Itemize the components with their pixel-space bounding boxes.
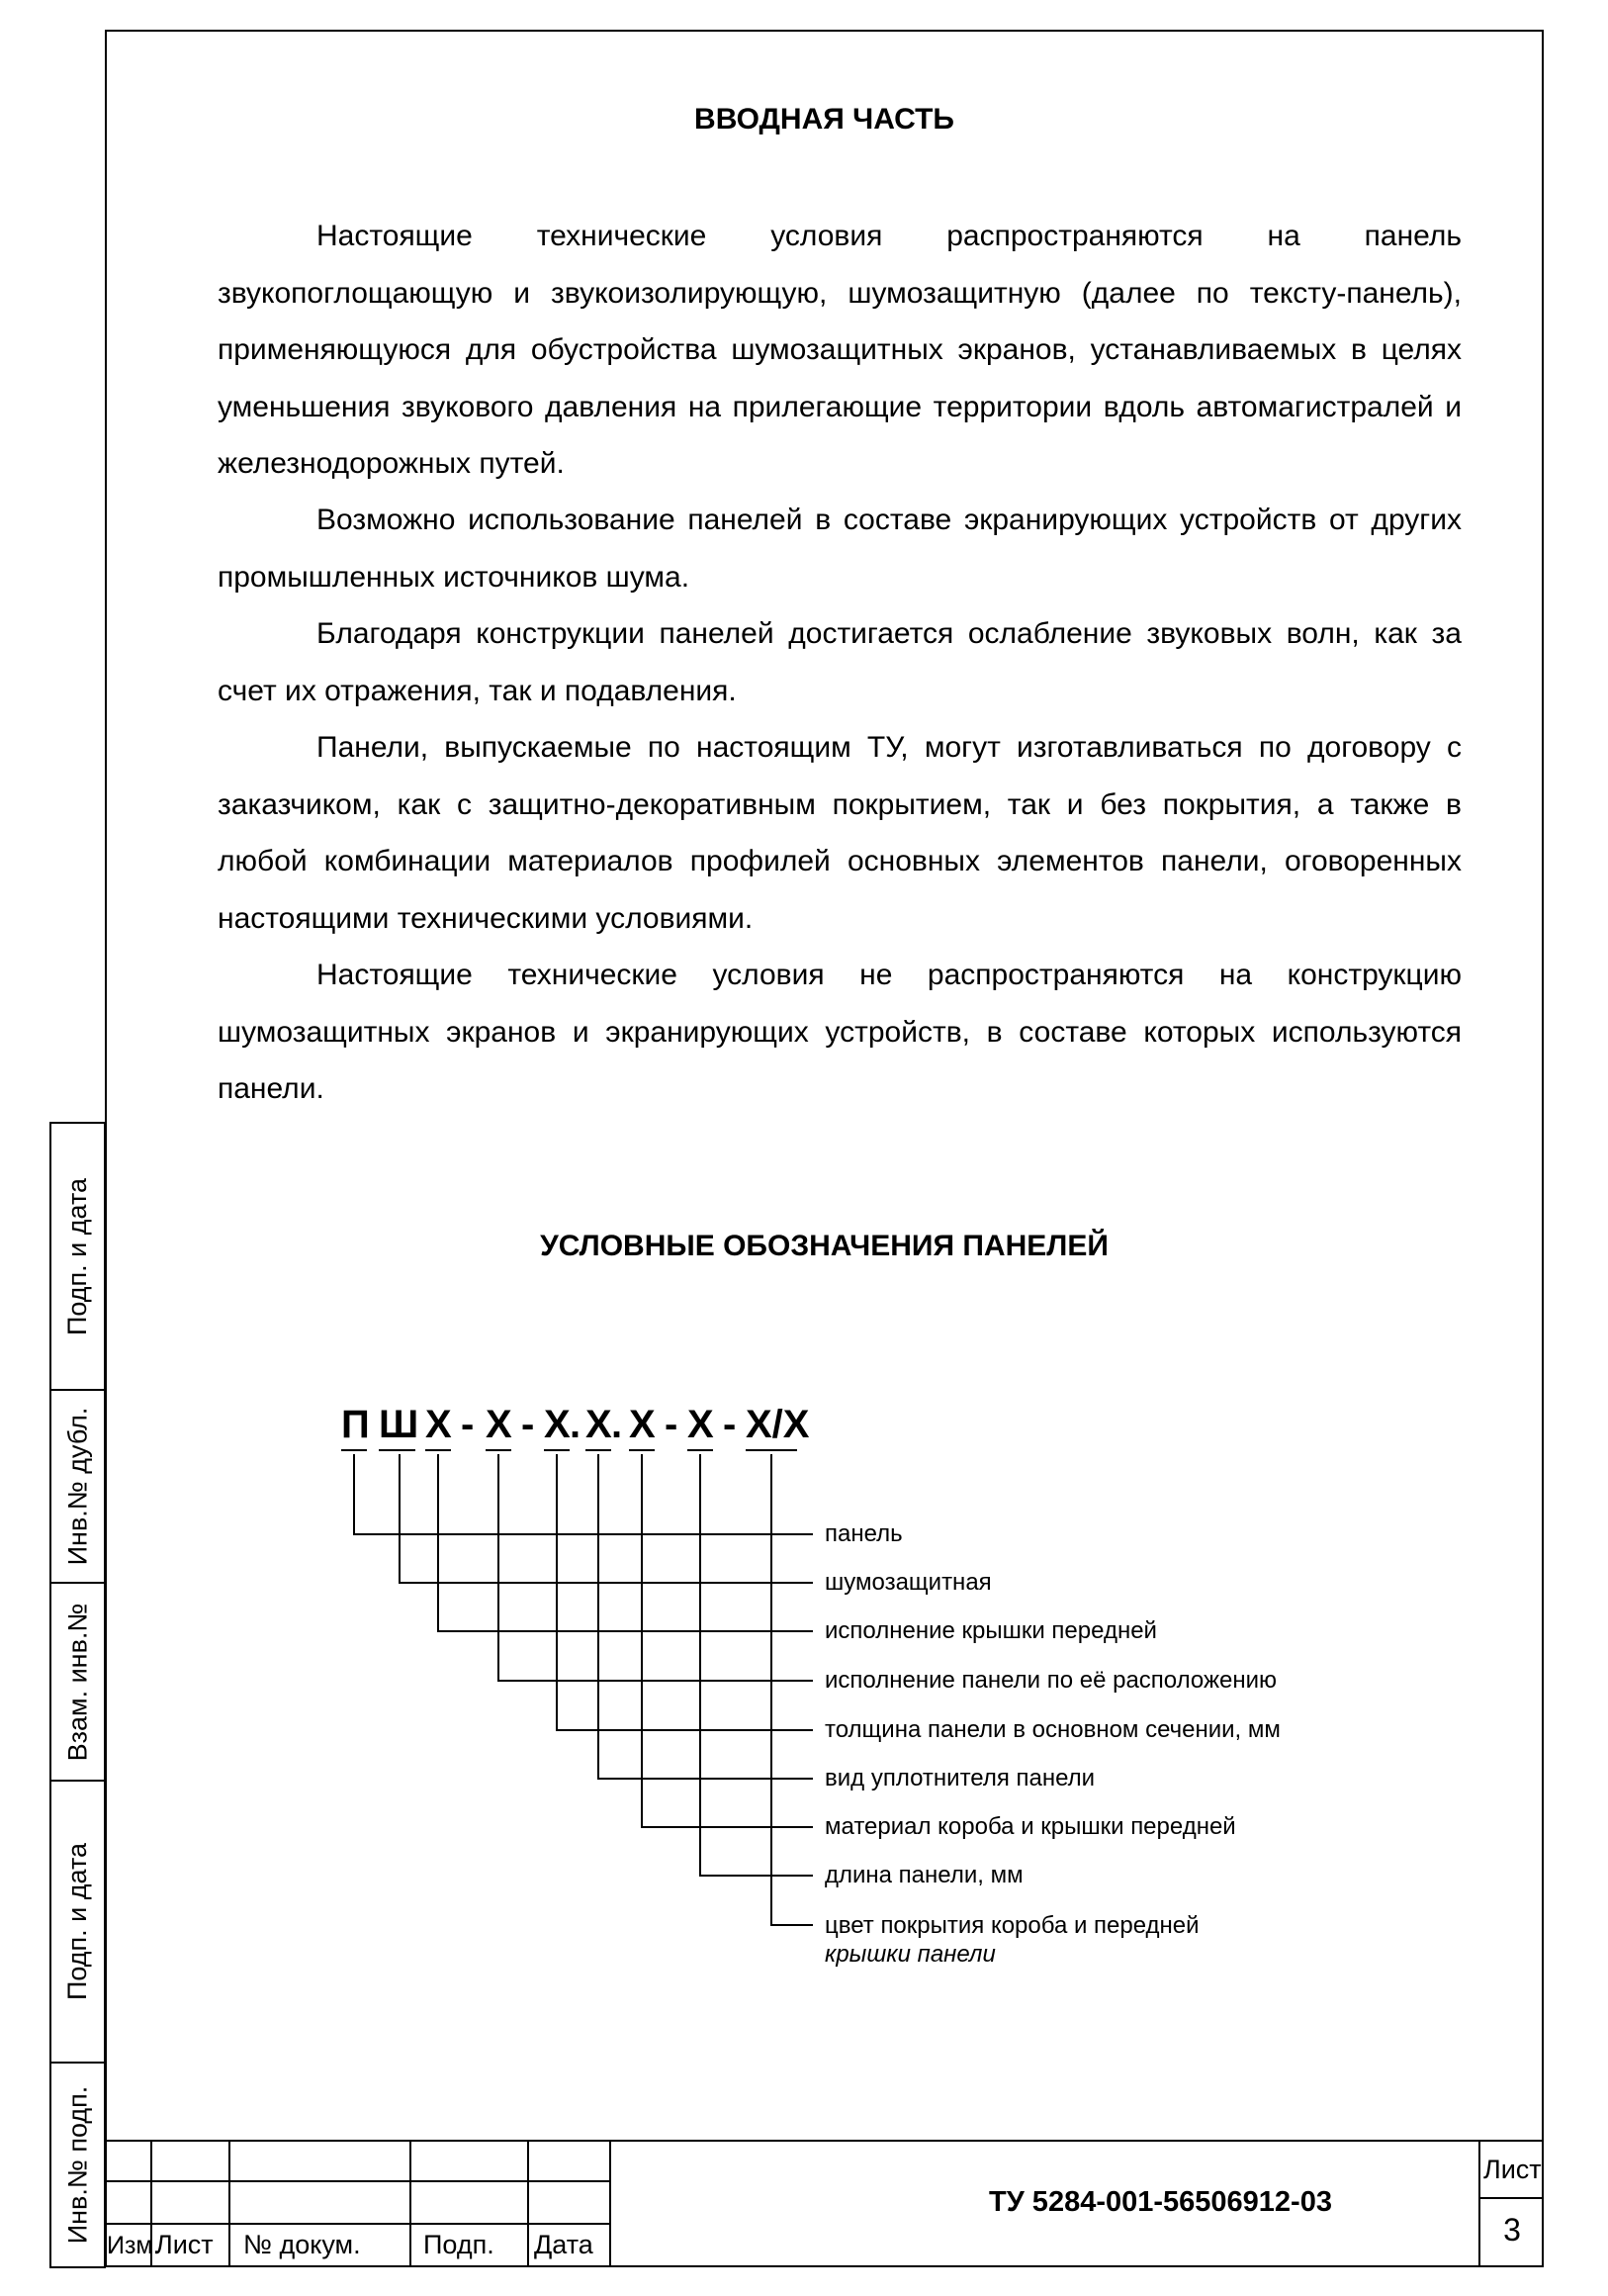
code-dash-2: - bbox=[521, 1403, 535, 1446]
sidebar-dup-inv: Инв.№ дубл. bbox=[62, 1407, 93, 1566]
code-char-xx: Х/Х bbox=[746, 1403, 810, 1446]
paragraph-4: Панели, выпускаемые по настоящим ТУ, могут изготавливаться по договору с заказчиком, как с защитно-декоративным покрытием, так и без покрытия, а также в любой комбинации материалов профилей основных элементов панели, оговоренных настоящими техническими условиями. bbox=[218, 731, 1462, 935]
sidebar-sign-date-2: Подп. и дата bbox=[62, 1842, 93, 2001]
sidebar-sign-date-1: Подп. и дата bbox=[62, 1177, 93, 1335]
code-dot-1: . bbox=[570, 1403, 581, 1446]
stamp-izm: Изм. bbox=[107, 2232, 160, 2259]
legend-noise-protective: шумозащитная bbox=[825, 1569, 992, 1596]
legend-material: материал короба и крышки передней bbox=[825, 1813, 1236, 1840]
paragraph-5: Настоящие технические условия не распространяются на конструкцию шумозащитных экранов и экранирующих устройств, в составе которых используются панели. bbox=[218, 959, 1462, 1105]
legend-thickness: толщина панели в основном сечении, мм bbox=[825, 1716, 1281, 1743]
legend-color-line1: цвет покрытия короба и передней bbox=[825, 1912, 1200, 1939]
code-char-x5: Х bbox=[629, 1403, 656, 1446]
paragraph-3: Благодаря конструкции панелей достигается ослабление звуковых волн, как за счет их отражения, так и подавления. bbox=[218, 617, 1462, 707]
document-code: ТУ 5284-001-56506912-03 bbox=[989, 2186, 1332, 2218]
code-dot-2: . bbox=[611, 1403, 623, 1446]
code-char-x6: Х bbox=[687, 1403, 714, 1446]
heading-intro: ВВОДНАЯ ЧАСТЬ bbox=[694, 103, 954, 136]
legend-panel-position: исполнение панели по её расположению bbox=[825, 1667, 1278, 1694]
stamp-doc-no: № докум. bbox=[243, 2230, 361, 2259]
code-dash-3: - bbox=[665, 1403, 678, 1446]
stamp-list: Лист bbox=[155, 2230, 214, 2259]
code-dash-1: - bbox=[461, 1403, 475, 1446]
heading-designations: УСЛОВНЫЕ ОБОЗНАЧЕНИЯ ПАНЕЛЕЙ bbox=[540, 1230, 1109, 1262]
legend-color-line2: крышки панели bbox=[825, 1941, 996, 1968]
code-dash-4: - bbox=[723, 1403, 737, 1446]
code-char-x3: Х bbox=[544, 1403, 571, 1446]
legend-seal-type: вид уплотнителя панели bbox=[825, 1765, 1096, 1791]
sheet-number: 3 bbox=[1503, 2212, 1521, 2248]
code-char-sh: Ш bbox=[379, 1403, 419, 1446]
paragraph-1: Настоящие технические условия распространяются на панель звукопоглощающую и звукоизолирующую, шумозащитную (далее по тексту-панель), применяющуюся для обустройства шумозащитных экранов, устанавливаемых в целях уменьшения звукового давления на прилегающие территории вдоль автомагистралей и железнодорожных путей. bbox=[218, 220, 1462, 480]
stamp-signature: Подп. bbox=[423, 2230, 494, 2259]
paragraph-2: Возможно использование панелей в составе экранирующих устройств от других промышленных источников шума. bbox=[218, 504, 1462, 594]
code-char-x4: Х bbox=[585, 1403, 612, 1446]
code-char-p: П bbox=[341, 1403, 370, 1446]
stamp-date: Дата bbox=[534, 2230, 593, 2259]
sheet-label: Лист bbox=[1483, 2155, 1542, 2184]
sidebar-orig-inv: Инв.№ подп. bbox=[62, 2085, 92, 2245]
legend-length: длина панели, мм bbox=[825, 1862, 1024, 1888]
sidebar-replace-inv: Взам. инв.№ bbox=[62, 1603, 92, 1761]
legend-panel: панель bbox=[825, 1520, 903, 1547]
code-char-x2: Х bbox=[486, 1403, 512, 1446]
legend-front-cover: исполнение крышки передней bbox=[825, 1617, 1157, 1644]
code-char-x1: Х bbox=[425, 1403, 452, 1446]
